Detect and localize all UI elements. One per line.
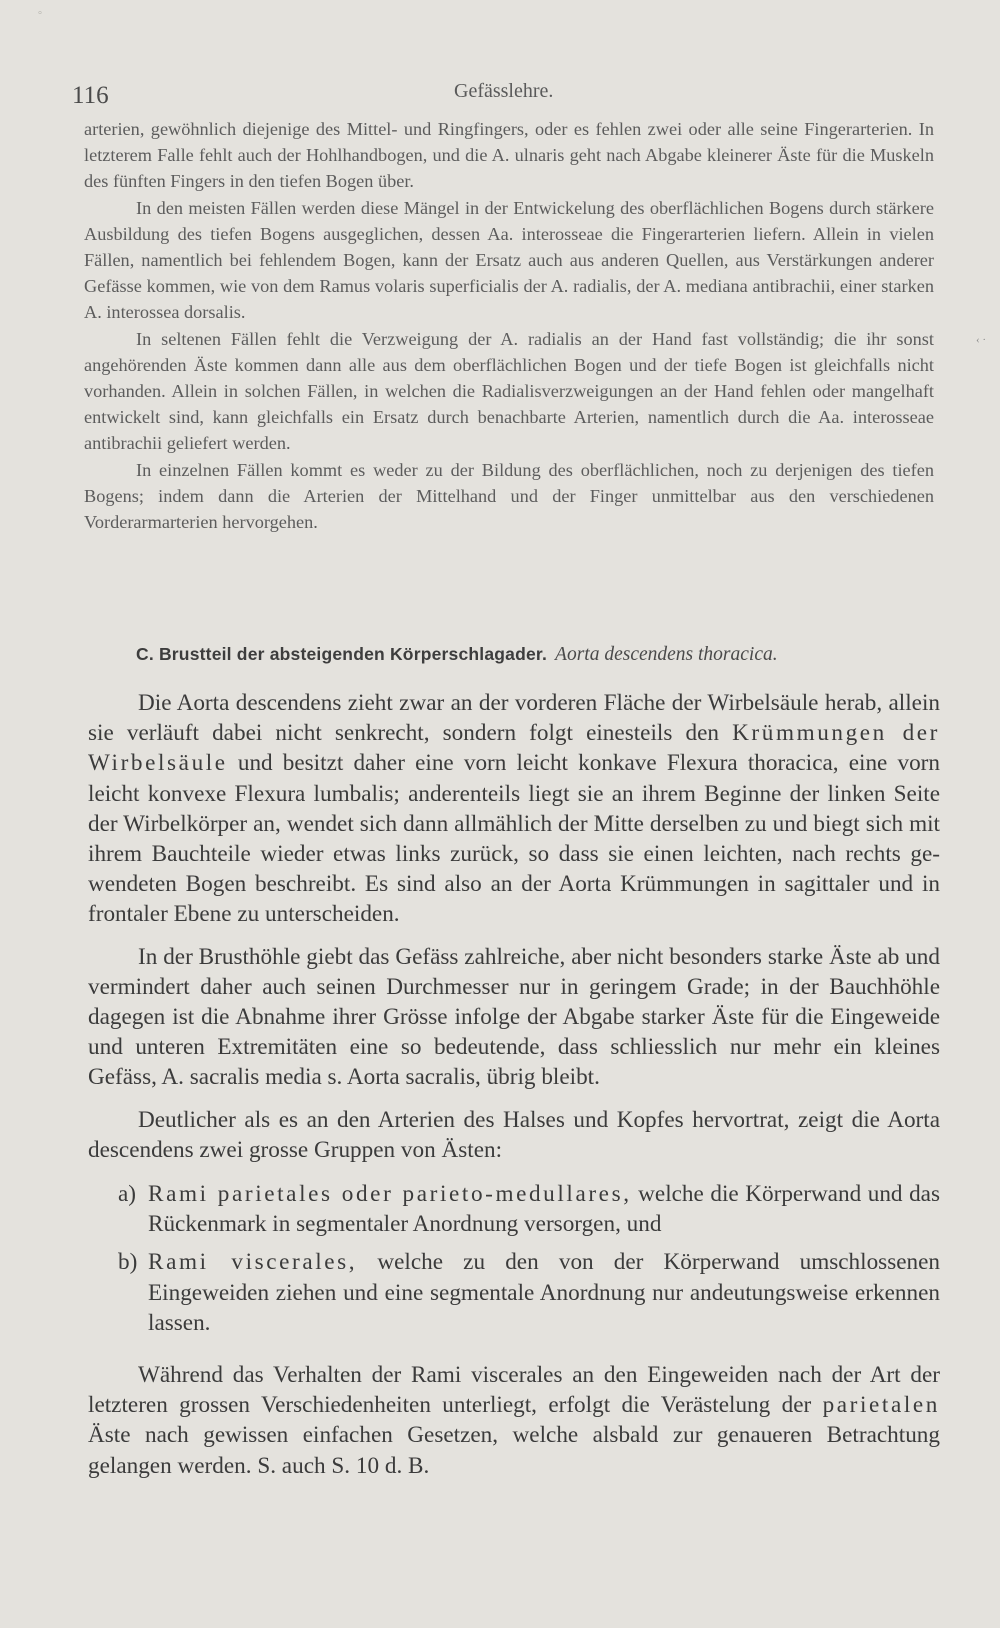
small-paragraph-2: In den meisten Fällen werden diese Mängel in der Entwickelung des oberflächlichen Bogens durch stärkere Ausbildung des tiefen Bogens ausgeglichen, dessen Aa. interosseae die Fingerarterien liefern. Allein in vielen Fällen, namentlich bei fehlendem Bogen, kann der Ersatz auch aus anderen Quellen, aus Verstärkungen anderer Gefässe kommen, wie von dem Ramus volaris superficialis der A. radialis, der A. mediana antibrachii, einer starken A. interossea dorsalis. bbox=[84, 197, 934, 323]
small-print-section bbox=[84, 116, 934, 535]
list-item-term: Rami viscerales, bbox=[148, 1249, 358, 1276]
section-heading-label: C. Brustteil der absteigenden Körperschlagader. bbox=[136, 644, 548, 664]
main-paragraph-4 bbox=[88, 1360, 940, 1481]
main-paragraph-1-spaced: Krümmungen der Wirbelsäule bbox=[88, 720, 940, 777]
scan-mark: ° bbox=[38, 10, 42, 21]
main-paragraph-3: Deutlicher als es an den Arterien des Halses und Kopfes hervortrat, zeigt die Aorta descendens zwei grosse Gruppen von Ästen: bbox=[88, 1106, 940, 1163]
small-paragraph-1: arterien, gewöhnlich diejenige des Mittel- und Ringfingers, oder es fehlen zwei oder alle seine Fingerarterien. In letzterem Falle fehlt auch der Hohlhandbogen, und die A. ulnaris geht nach Abgabe kleinerer Äste für die Muskeln des fünften Fingers in den tiefen Bogen über. bbox=[84, 119, 934, 192]
main-text bbox=[88, 688, 940, 1493]
margin-mark: ‹ · bbox=[976, 334, 987, 346]
small-paragraph-4: In einzelnen Fällen kommt es weder zu der Bildung des oberflächlichen, noch zu derjenigen des tiefen Bogens; indem dann die Arterien der Mittelhand und der Finger unmittelbar aus den verschiedenen Vorderarmarterien hervorgehen. bbox=[84, 459, 934, 533]
list-item-marker: a) bbox=[118, 1181, 137, 1208]
list-item-term: Rami parietales oder parieto-medullares, bbox=[148, 1181, 632, 1208]
list-item bbox=[88, 1179, 940, 1239]
section-heading bbox=[136, 644, 936, 666]
main-paragraph-4-spaced: parietalen bbox=[822, 1392, 940, 1419]
list-item bbox=[88, 1247, 940, 1338]
list-item-body bbox=[148, 1247, 940, 1338]
main-paragraph-4-text-a: Während das Verhalten der Rami viscerales an den Eingeweiden nach der Art der letzteren grossen Verschiedenheiten unterliegt, erfolgt die Verästelung der bbox=[88, 1362, 940, 1419]
list-item-description: welche zu den von der Körperwand umschlossenen Eingeweiden ziehen und eine segmentale Anordnung nur andeutungsweise erkennen lassen. bbox=[148, 1249, 940, 1336]
small-paragraph-3: In seltenen Fällen fehlt die Verzweigung der A. radialis an der Hand fast vollständig; die ihr sonst angehörenden Äste kommen dann alle aus dem oberflächlichen Bogen und der tiefe Bogen ist gleichfalls nicht vorhanden. Allein in solchen Fällen, in welchen die Radialisverzweigungen an der Hand fehlen oder mangelhaft entwickelt sind, kann gleichfalls ein Ersatz durch benachbarte Arterien, namentlich durch die Aa. interosseae antibrachii geliefert werden. bbox=[84, 328, 934, 454]
list-item-body bbox=[148, 1179, 940, 1239]
main-paragraph-4-text-b: Äste nach gewissen einfachen Gesetzen, welche alsbald zur genaueren Betrachtung gelangen werden. S. auch S. 10 d. B. bbox=[88, 1422, 940, 1479]
list-item-description: welche die Körperwand und das Rückenmark in segmentaler Anordnung versorgen, und bbox=[148, 1181, 940, 1238]
main-paragraph-1-text-b: und besitzt daher eine vorn leicht konkave Flexura thoracica, eine vorn leicht konvexe Flexura lumbalis; anderenteils liegt sie an ihrem Beginne der linken Seite der Wirbelkörper an, wendet sich dann allmählich der Mitte derselben zu und biegt sich mit ihrem Bauchteile wieder etwas links zurück, so dass sie einen leichten, nach rechts gewendeten Bogen beschreibt. Es sind also an der Aorta Krümmungen in sagittaler und in frontaler Ebene zu unterscheiden. bbox=[88, 750, 940, 928]
page-header bbox=[72, 78, 920, 112]
branch-list bbox=[88, 1179, 940, 1338]
main-paragraph-1 bbox=[88, 688, 940, 930]
main-paragraph-2: In der Brusthöhle giebt das Gefäss zahlreiche, aber nicht besonders starke Äste ab und vermindert daher auch seinen Durchmesser nur in geringem Grade; in der Bauchhöhle dagegen ist die Abnahme ihrer Grösse infolge der Abgabe starker Äste für die Eingeweide und unteren Extremitäten eine so bedeutende, dass schliesslich nur mehr ein kleines Gefäss, A. sacralis media s. Aorta sacralis, übrig bleibt. bbox=[88, 943, 940, 1091]
page-number: 116 bbox=[72, 82, 109, 109]
main-paragraph-1-text-a: Die Aorta descendens zieht zwar an der vorderen Fläche der Wirbelsäule herab, allein sie verläuft dabei nicht senkrecht, sondern folgt einesteils den bbox=[88, 690, 940, 747]
section-heading-latin: Aorta descendens thoracica. bbox=[555, 644, 778, 665]
list-item-marker: b) bbox=[118, 1249, 138, 1276]
running-head: Gefässlehre. bbox=[454, 80, 554, 102]
